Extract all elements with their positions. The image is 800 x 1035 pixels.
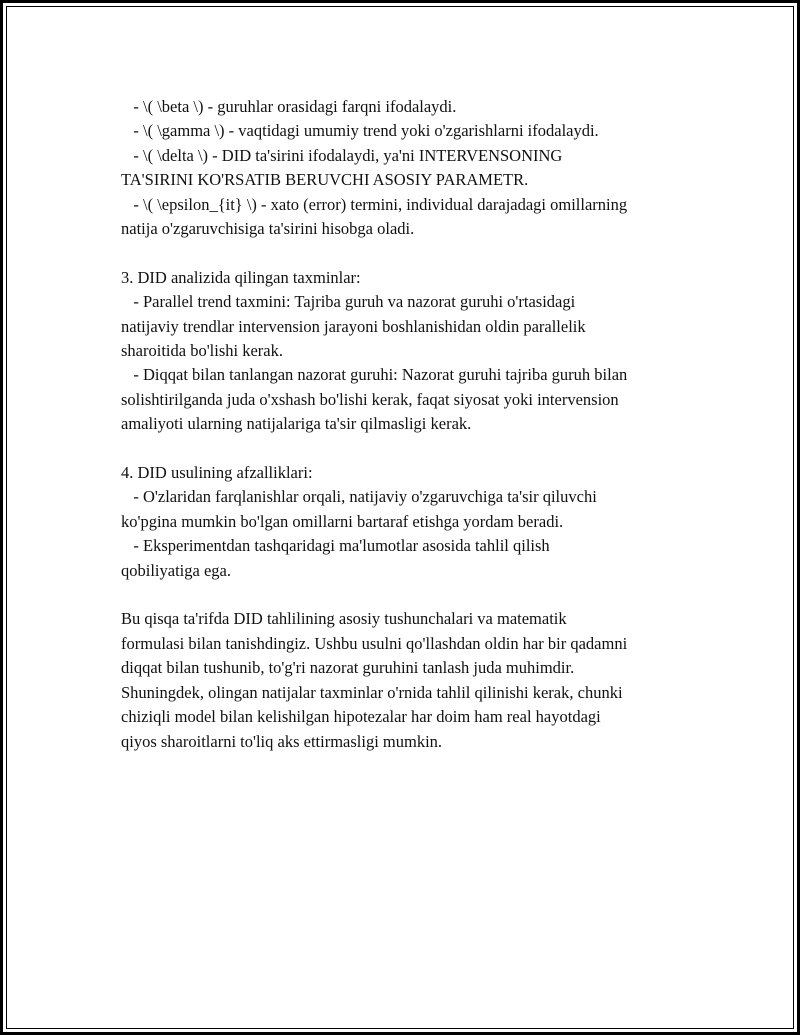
text-line: qiyos sharoitlarni to'liq aks ettirmasligi mumkin. [121,731,443,751]
text-line: Shuningdek, olingan natijalar taxminlar o'rnida tahlil qilinishi kerak, chunki [121,682,623,702]
text-line: - Diqqat bilan tanlangan nazorat guruhi: Nazorat guruhi tajriba guruh bilan [121,365,628,385]
text-line: Bu qisqa ta'rifda DID tahlilining asosiy tushunchalari va matematik [121,609,567,629]
text-line: ko'pgina mumkin bo'lgan omillarni bartaraf etishga yordam beradi. [121,511,564,531]
text-line: qobiliyatiga ega. [121,560,231,580]
text-line: - Eksperimentdan tashqaridagi ma'lumotlar asosida tahlil qilish [121,536,550,556]
text-line: - \( \gamma \) - vaqtidagi umumiy trend yoki o'zgarishlarni ifodalaydi. [121,121,599,141]
document-body [121,95,721,754]
text-line: natijaviy trendlar intervension jarayoni boshlanishidan oldin parallelik [121,316,586,336]
text-line: - \( \delta \) - DID ta'sirini ifodalaydi, ya'ni INTERVENSONING [121,145,563,165]
text-line: 4. DID usulining afzalliklari: [121,463,313,483]
text-line: diqqat bilan tushunib, to'g'ri nazorat guruhini tanlash juda muhimdir. [121,658,575,678]
text-line: - O'zlaridan farqlanishlar orqali, natijaviy o'zgaruvchiga ta'sir qiluvchi [121,487,597,507]
text-line: formulasi bilan tanishdingiz. Ushbu usulni qo'llashdan oldin har bir qadamni [121,633,628,653]
blank-line [121,241,721,265]
text-line: chiziqli model bilan kelishilgan hipotezalar har doim ham real hayotdagi [121,707,601,727]
text-line: solishtirilganda juda o'xshash bo'lishi kerak, faqat siyosat yoki intervension [121,389,619,409]
text-line: - \( \beta \) - guruhlar orasidagi farqni ifodalaydi. [121,97,457,116]
blank-line [121,437,721,461]
text-line: natija o'zgaruvchisiga ta'sirini hisobga oladi. [121,219,415,239]
text-line: sharoitida bo'lishi kerak. [121,341,283,361]
text-line: TA'SIRINI KO'RSATIB BERUVCHI ASOSIY PARAMETR. [121,170,529,190]
text-line: - Parallel trend taxmini: Tajriba guruh va nazorat guruhi o'rtasidagi [121,292,576,312]
blank-line [121,583,721,607]
text-line: amaliyoti ularning natijalariga ta'sir qilmasligi kerak. [121,414,472,434]
text-line: 3. DID analizida qilingan taxminlar: [121,267,361,287]
text-line: - \( \epsilon_{it} \) - xato (error) termini, individual darajadagi omillarning [121,194,628,214]
